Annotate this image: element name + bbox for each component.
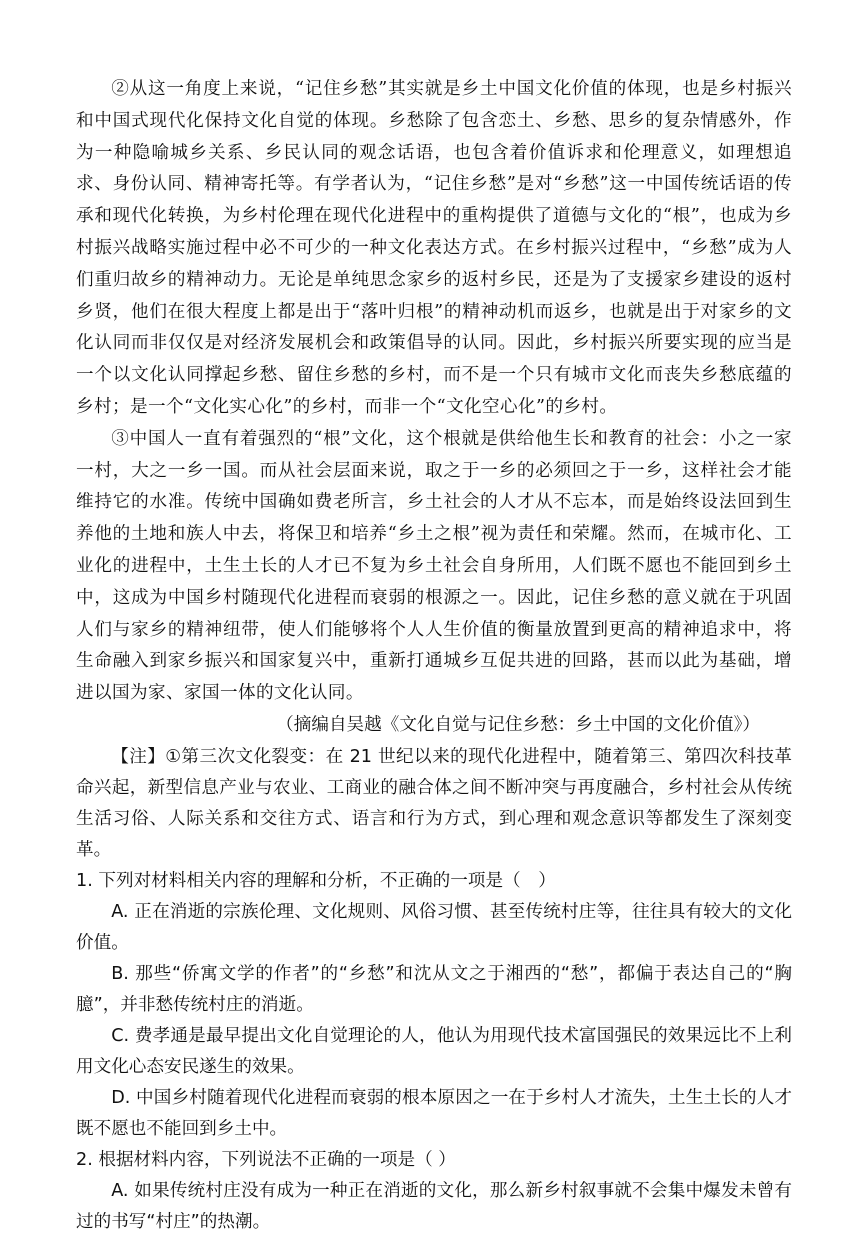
passage-paragraph-2: ②从这一角度上来说，“记住乡愁”其实就是乡土中国文化价值的体现，也是乡村振兴和中国式现代化保持文化自觉的体现。乡愁除了包含恋土、乡愁、思乡的复杂情感外，作为一种隐喻城乡关系、乡民认同的观念话语，也包含着价值诉求和伦理意义，如理想追求、身份认同、精神寄托等。有学者认为，“记住乡愁”是对“乡愁”这一中国传统话语的传承和现代化转换，为乡村伦理在现代化进程中的重构提供了道德与文化的“根”，也成为乡村振兴战略实施过程中必不可少的一种文化表达方式。在乡村振兴过程中，“乡愁”成为人们重归故乡的精神动力。无论是单纯思念家乡的返村乡民，还是为了支援家乡建设的返村乡贤，他们在很大程度上都是出于“落叶归根”的精神动机而返乡，也就是出于对家乡的文化认同而非仅仅是对经济发展机会和政策倡导的认同。因此，乡村振兴所要实现的应当是一个以文化认同撑起乡愁、留住乡愁的乡村，而不是一个只有城市文化而丧失乡愁底蕴的乡村；是一个“文化实心化”的乡村，而非一个“文化空心化”的乡村。 <box>76 79 792 417</box>
footnote: 【注】①第三次文化裂变：在 21 世纪以来的现代化进程中，随着第三、第四次科技革命兴起，新型信息产业与农业、工商业的融合体之间不断冲突与再度融合，乡村社会从传统生活习俗、人际关系和交往方式、语言和行为方式，到心理和观念意识等都发生了深刻变革。 <box>76 746 792 860</box>
question-2 <box>76 1145 792 1238</box>
option-c: C. 费孝通是最早提出文化自觉理论的人，他认为用现代技术富国强民的效果远比不上利用文化心态安民遂生的效果。 <box>76 1025 792 1077</box>
option-b: B. 那些“侨寓文学的作者”的“乡愁”和沈从文之于湘西的“愁”，都偏于表达自己的“胸臆”，并非愁传统村庄的消逝。 <box>76 963 792 1015</box>
option-d: D. 中国乡村随着现代化进程而衰弱的根本原因之一在于乡村人才流失，土生土长的人才既不愿也不能回到乡土中。 <box>76 1087 792 1139</box>
passage-paragraph-3: ③中国人一直有着强烈的“根”文化，这个根就是供给他生长和教育的社会：小之一家一村，大之一乡一国。而从社会层面来说，取之于一乡的必须回之于一乡，这样社会才能维持它的水准。传统中国确如费老所言，乡土社会的人才从不忘本，而是始终设法回到生养他的土地和族人中去，将保卫和培养“乡土之根”视为责任和荣耀。然而，在城市化、工业化的进程中，土生土长的人才已不复为乡土社会自身所用，人们既不愿也不能回到乡土中，这成为中国乡村随现代化进程而衰弱的根源之一。因此，记住乡愁的意义就在于巩固人们与家乡的精神纽带，使人们能够将个人人生价值的衡量放置到更高的精神追求中，将生命融入到家乡振兴和国家复兴中，重新打通城乡互促共进的回路，甚而以此为基础，增进以国为家、家国一体的文化认同。 <box>76 428 792 704</box>
option-a: A. 正在消逝的宗族伦理、文化规则、风俗习惯、甚至传统村庄等，往往具有较大的文化价值。 <box>76 901 792 953</box>
question-1 <box>76 866 792 1145</box>
exam-page <box>76 74 792 1238</box>
passage-source: （摘编自吴越《文化自觉与记住乡愁：乡土中国的文化价值》） <box>276 714 760 735</box>
option-a: A. 如果传统村庄没有成为一种正在消逝的文化，那么新乡村叙事就不会集中爆发未曾有过的书写“村庄”的热潮。 <box>76 1180 792 1232</box>
question-stem: 1. 下列对材料相关内容的理解和分析，不正确的一项是（ ） <box>76 870 556 891</box>
question-stem: 2. 根据材料内容，下列说法不正确的一项是（ ） <box>76 1149 456 1170</box>
